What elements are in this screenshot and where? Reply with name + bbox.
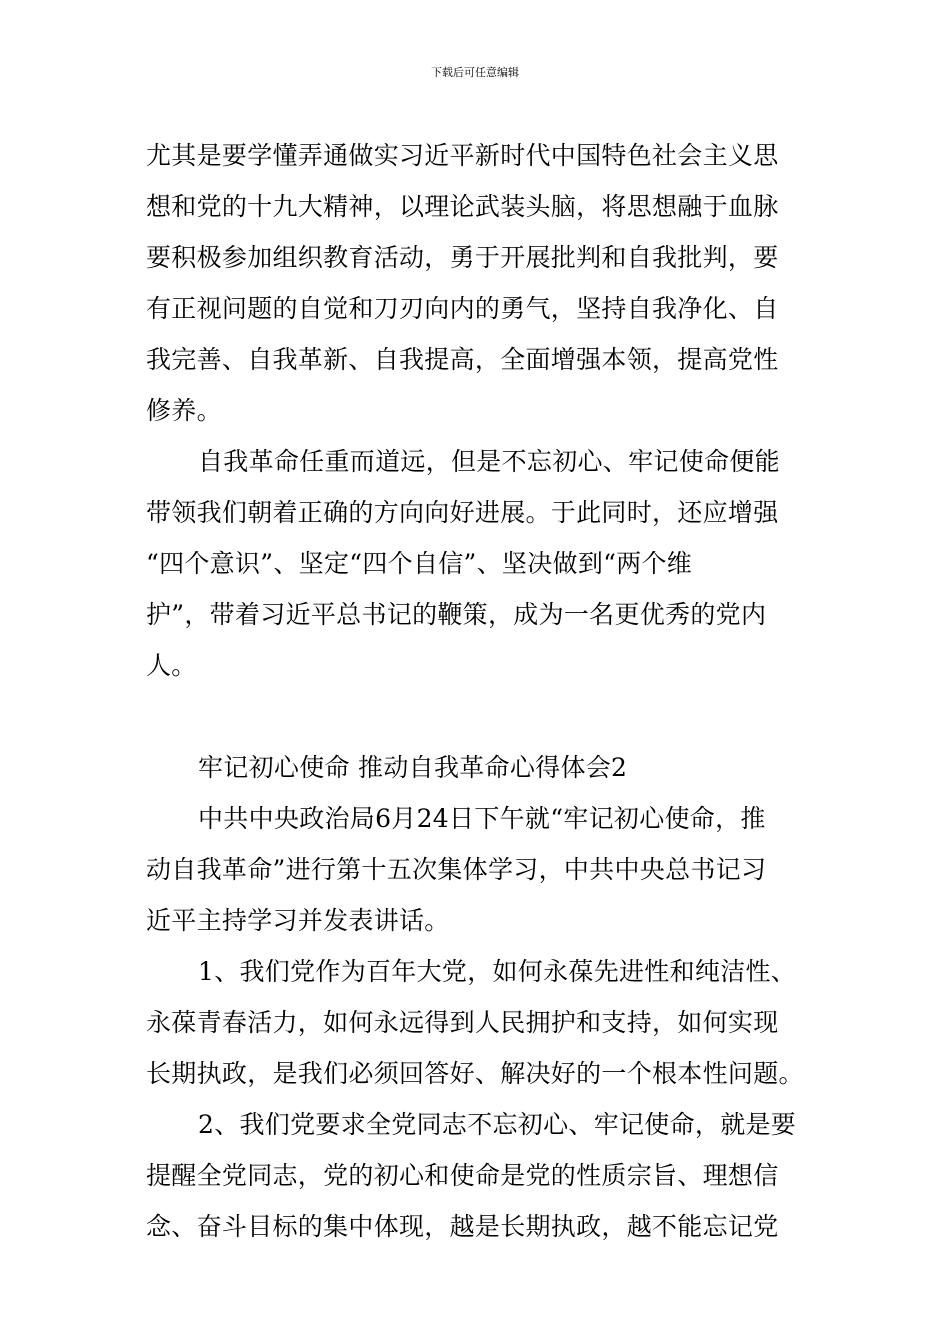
document-body (146, 130, 810, 1252)
text-line: 护”，带着习近平总书记的鞭策，成为一名更优秀的党内 (146, 600, 767, 629)
section-title-text: 牢记初心使命 推动自我革命心得体会2 (198, 753, 628, 782)
text-line: 念、奋斗目标的集中体现，越是长期执政，越不能忘记党 (146, 1212, 779, 1241)
text-line: 提醒全党同志，党的初心和使命是党的性质宗旨、理想信 (146, 1161, 779, 1190)
paragraph (146, 1099, 810, 1252)
paragraph (146, 130, 810, 436)
section-title (146, 742, 810, 793)
text-line: 长期执政，是我们必须回答好、解决好的一个根本性问题。 (146, 1059, 804, 1088)
page-header: 下载后可任意编辑 (431, 66, 519, 79)
paragraph (146, 793, 810, 946)
text-line: 有正视问题的自觉和刀刃向内的勇气，坚持自我净化、自 (146, 294, 779, 323)
text-line: 我完善、自我革新、自我提高，全面增强本领，提高党性 (146, 345, 779, 374)
text-line: 1、我们党作为百年大党，如何永葆先进性和纯洁性、 (198, 957, 797, 986)
text-line: 带领我们朝着正确的方向向好进展。于此同时，还应增强 (146, 498, 779, 527)
text-line: 中共中央政治局6月24日下午就“牢记初心使命，推 (198, 804, 766, 833)
text-line: 动自我革命”进行第十五次集体学习，中共中央总书记习 (146, 855, 767, 884)
text-line: 修养。 (146, 396, 222, 425)
text-line: 2、我们党要求全党同志不忘初心、牢记使命，就是要 (198, 1110, 797, 1139)
text-line: 人。 (146, 651, 197, 680)
text-line: 尤其是要学懂弄通做实习近平新时代中国特色社会主义思 (146, 141, 779, 170)
text-line: 要积极参加组织教育活动，勇于开展批判和自我批判，要 (146, 243, 779, 272)
text-line: 想和党的十九大精神，以理论武装头脑，将思想融于血脉 (146, 192, 779, 221)
paragraph (146, 436, 810, 691)
text-line: 近平主持学习并发表讲话。 (146, 906, 450, 935)
paragraph (146, 946, 810, 1099)
text-line: “四个意识”、坚定“四个自信”、坚决做到“两个维 (146, 549, 693, 578)
text-line: 自我革命任重而道远，但是不忘初心、牢记使命便能 (198, 447, 780, 476)
blank-line (146, 691, 810, 742)
text-line: 永葆青春活力，如何永远得到人民拥护和支持，如何实现 (146, 1008, 779, 1037)
